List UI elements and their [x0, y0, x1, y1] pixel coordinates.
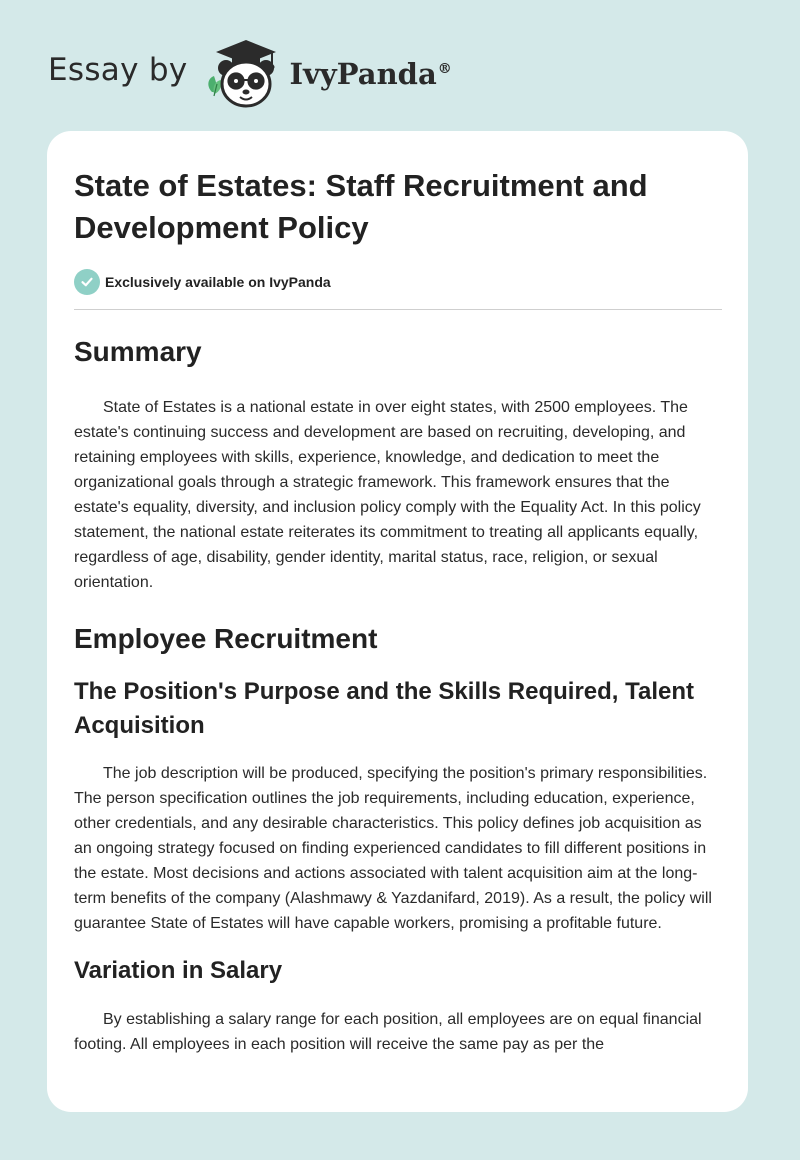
check-circle-icon: [74, 269, 100, 295]
brand-prefix: Essay by: [48, 52, 188, 88]
position-purpose-paragraph: The job description will be produced, specifying the position's primary responsibilities. The person specification outlines the job requirements, including education, experience, other credentials, and any desirable characteristics. This policy defines job acquisition as an ongoing strategy focused on finding experienced candidates to fill different positions in the estate. Most decisions and actions associated with talent acquisition aim at the long-term benefits of the company (Alashmawy & Yazdanifard, 2019). As a result, the policy will guarantee State of Estates will have capable workers, promising a profitable future.: [74, 765, 712, 932]
exclusive-badge: [74, 269, 722, 295]
brand-name: IvyPanda®: [289, 57, 452, 91]
site-brand[interactable]: [48, 34, 452, 110]
position-purpose-heading: The Position's Purpose and the Skills Required, Talent Acquisition: [74, 678, 695, 739]
exclusive-badge-text: Exclusively available on IvyPanda: [105, 274, 331, 290]
summary-paragraph: State of Estates is a national estate in over eight states, with 2500 employees. The estate's continuing success and development are based on recruiting, developing, and retaining employees with skills, experience, knowledge, and dedication to meet the organizational goals through a strategic framework. This framework ensures that the estate's equality, diversity, and inclusion policy comply with the Equality Act. In this policy statement, the national estate reiterates its commitment to treating all applicants equally, regardless of age, disability, gender identity, marital status, race, religion, or sexual orientation.: [74, 399, 701, 591]
employee-recruitment-heading: Employee Recruitment: [74, 623, 378, 654]
article-title: State of Estates: Staff Recruitment and Development Policy: [74, 168, 648, 245]
title-divider: [74, 309, 722, 310]
summary-heading: Summary: [74, 336, 202, 367]
panda-logo-icon: [202, 34, 284, 110]
salary-variation-paragraph: By establishing a salary range for each position, all employees are on equal financial footing. All employees in each position will receive the same pay as per the: [74, 1011, 702, 1053]
article-card: [47, 131, 748, 1112]
salary-variation-heading: Variation in Salary: [74, 957, 283, 984]
registered-mark: ®: [437, 61, 452, 78]
